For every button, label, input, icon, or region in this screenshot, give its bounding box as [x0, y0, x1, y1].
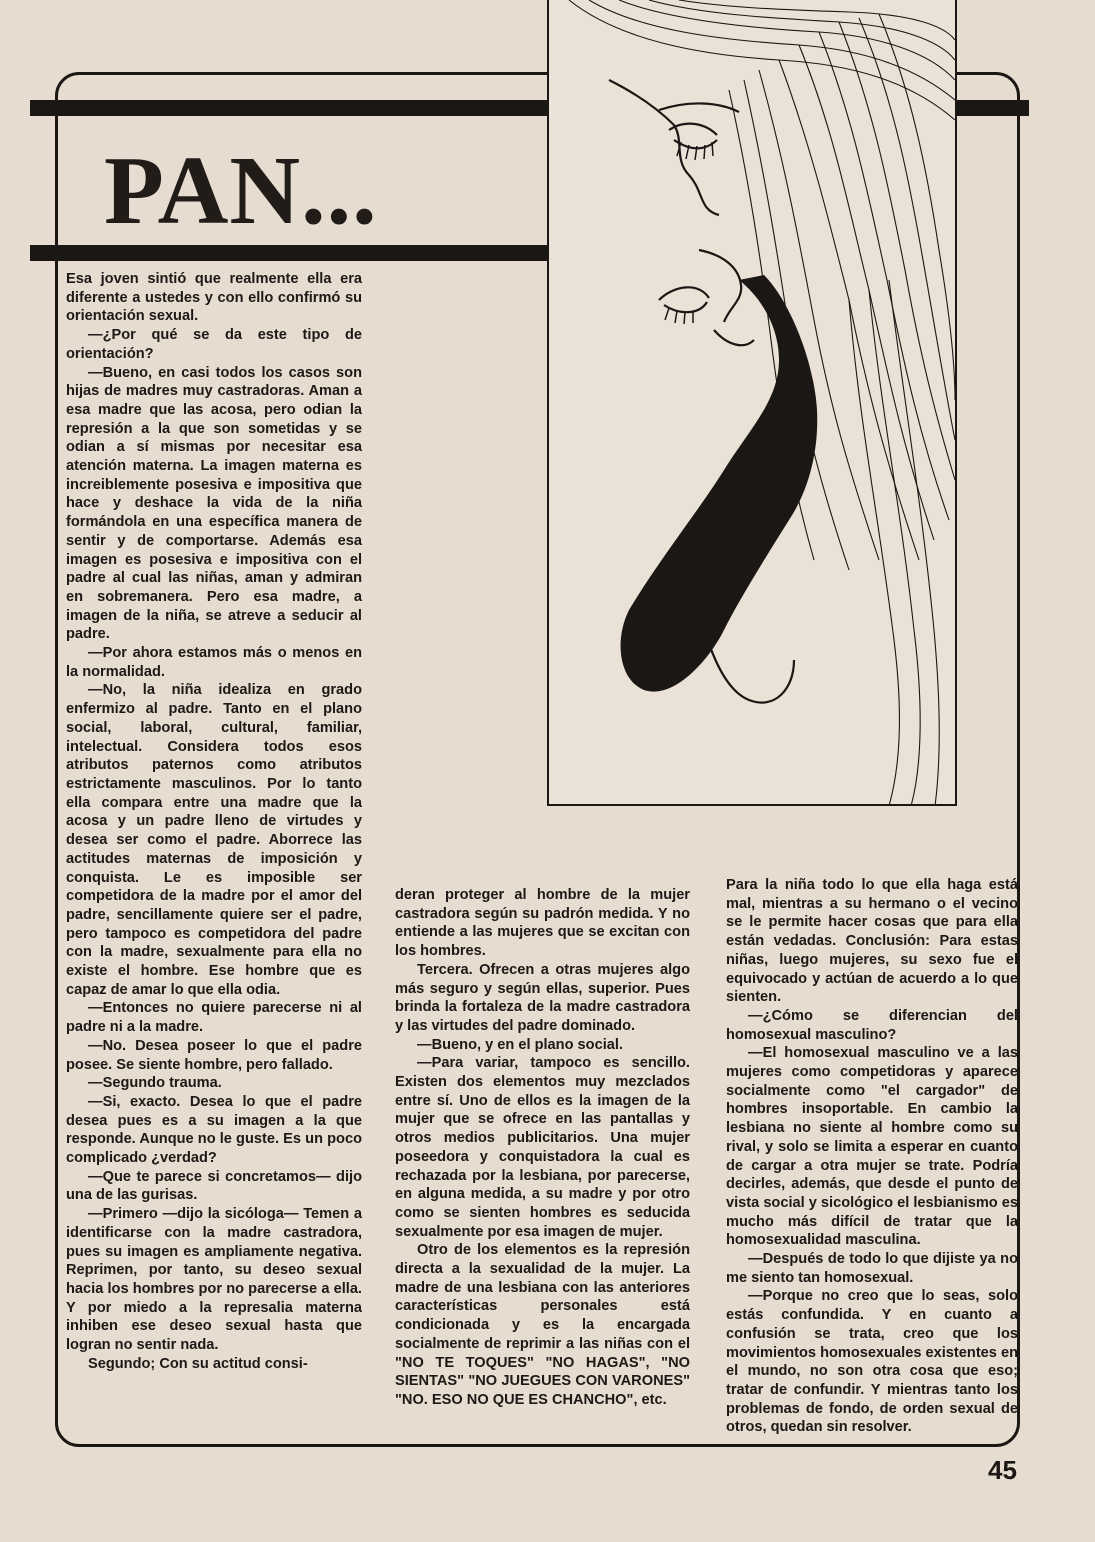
paragraph: —Entonces no quiere parecerse ni al padre ni a la madre.	[66, 1000, 362, 1036]
text-column-2	[395, 886, 690, 1410]
paragraph: —El homosexual masculino ve a las mujeres como competidoras y aparece socialmente como "el cargador" de hombres insoportable. En cambio la lesbiana no siente al hombre como su rival, y solo se limita a esperar en cuanto de cargar a otra mujer se trate. Podría decirles, además, que desde el punto de vista social y sicológico el lesbianismo es mucho más difícil de tratar que la homosexualidad masculina.	[726, 1045, 1019, 1249]
paragraph: —Primero —dijo la sicóloga— Temen a identificarse con la madre castradora, pues su imagen es ampliamente negativa. Reprimen, por tanto, su deseo sexual hacia los hombres por no parecerse a ella. Y por miedo a la represalia materna inhiben ese deseo sexual hasta que logran no sentir nada.	[66, 1206, 362, 1354]
paragraph: —Porque no creo que lo seas, solo estás confundida. Y en cuanto a confusión se trata, creo que los movimientos homosexuales existentes en el mundo, no son otra cosa que eso; tratar de confundir. Y mientras tanto los problemas de fondo, de orden sexual de otros, quedan sin resolver.	[726, 1288, 1018, 1436]
top-rule-right	[957, 100, 1029, 116]
paragraph: Esa joven sintió que realmente ella era diferente a ustedes y con ello confirmó su orientación sexual.	[66, 271, 362, 325]
page-number: 45	[988, 1455, 1017, 1485]
paragraph: —Para variar, tampoco es sencillo. Existen dos elementos muy mezclados entre sí. Uno de ellos es la imagen de la mujer que se ofrece en las pantallas y otros medios publicitarios. Una mujer poseedora y conquistadora la cual es rechazada por la lesbiana, por parecerse, en alguna medida, a su madre y por otro como se sienten hombres es seducida sexualmente por esa imagen de mujer.	[395, 1055, 690, 1240]
paragraph: —¿Por qué se da este tipo de orientación?	[66, 327, 362, 362]
paragraph: —Si, exacto. Desea lo que el padre desea pues es a su imagen a la que responde. Aunque no le guste. Es un poco complicado ¿verdad?	[66, 1093, 362, 1167]
woman-profile-drawing	[549, 0, 955, 806]
article-title: PAN...	[104, 137, 378, 245]
paragraph: —No. Desea poseer lo que el padre posee. Se siente hombre, pero fallado.	[66, 1037, 362, 1073]
text-column-1	[66, 270, 362, 1373]
dark-shadow-shape	[621, 275, 818, 692]
top-rule	[30, 100, 550, 116]
paragraph: —Segundo trauma.	[88, 1075, 222, 1092]
headline-rule	[30, 245, 550, 261]
paragraph: deran proteger al hombre de la mujer castradora según su padrón medida. Y no entiende a las mujeres que se excitan con los hombres.	[395, 887, 690, 960]
paragraph: Tercera. Ofrecen a otras mujeres algo más seguro y según ellas, superior. Pues brinda la fortaleza de la madre castradora y las virtudes del padre dominado.	[395, 961, 690, 1034]
text-column-3	[726, 876, 1018, 1437]
paragraph: Segundo; Con su actitud consi-	[88, 1355, 308, 1372]
paragraph: —Bueno, en casi todos los casos son hijas de madres muy castradoras. Aman a esa madre que las acosa, pero odian la represión a la que son sometidas y se odian a sí mismas por necesitar esa atención materna. La imagen materna es increiblemente posesiva e impositiva que hace y deshace la vida de la niña formándola en una específica manera de sentir y de comportarse. Además esa imagen es posesiva e impositiva con el padre al cual las niñas, aman y admiran en sobremanera. Pero esa madre, a imagen de la niña, se atreve a seducir al padre.	[66, 364, 362, 643]
paragraph: —Por ahora estamos más o menos en la normalidad.	[66, 645, 362, 680]
paragraph: —Después de todo lo que dijiste ya no me siento tan homosexual.	[726, 1251, 1018, 1286]
paragraph: —¿Cómo se diferencian del homosexual masculino?	[726, 1007, 1018, 1043]
illustration-woman-profile	[547, 0, 957, 806]
paragraph: —Que te parece si concretamos— dijo una de las gurisas.	[66, 1168, 362, 1204]
paragraph: Otro de los elementos es la represión directa a la sexualidad de la mujer. La madre de una lesbiana con las anteriores características personales está condicionada y es la encargada socialmente de reprimir a las niñas con el "NO TE TOQUES" "NO HAGAS", "NO SIENTAS" "NO JUEGUES CON VARONES" "NO. ESO NO QUE ES CHANCHO", etc.	[395, 1242, 690, 1408]
paragraph: Para la niña todo lo que ella haga está mal, mientras a su hermano o el vecino se le permite hacer cosas que para ella están vedadas. Conclusión: Para estas niñas, luego mujeres, su sexo fue el equivocado y actúan de acuerdo a lo que sienten.	[726, 877, 1018, 1006]
paragraph: —Bueno, y en el plano social.	[417, 1036, 623, 1053]
paragraph: —No, la niña idealiza en grado enfermizo al padre. Tanto en el plano social, laboral, cultural, familiar, intelectual. Considera todos esos atributos paternos como atributos estrictamente masculinos. Por lo tanto ella compara entre una madre que la acosa y un padre lleno de virtudes y desea ser como el padre. Aborrece las actitudes maternas de imposición y conquista. Le es imposible ser competidora de la madre por el amor del padre, sencillamente quiere ser el padre, pero tampoco es competidora del padre con la madre, sexualmente para ella no existe el hombre. Ese hombre que es capaz de amar lo que ella odia.	[66, 682, 362, 998]
